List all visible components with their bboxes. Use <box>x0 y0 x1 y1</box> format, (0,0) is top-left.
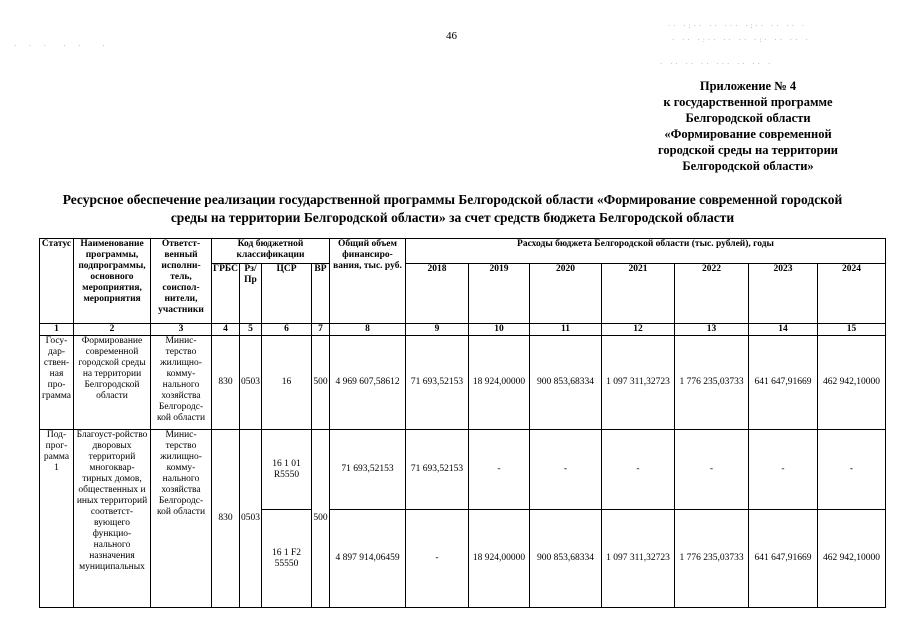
appendix-line: к государственной программе <box>663 95 833 109</box>
page-number: 46 <box>446 30 457 42</box>
row-rzpr: 0503 <box>240 336 262 430</box>
row-year-value: 18 924,00000 <box>469 336 530 430</box>
column-number: 6 <box>262 324 312 336</box>
appendix-line: Белгородской области» <box>682 159 814 173</box>
row-year-value: 641 647,91669 <box>749 510 818 608</box>
column-number: 11 <box>530 324 602 336</box>
table-row <box>40 430 886 510</box>
column-number: 14 <box>749 324 818 336</box>
header-responsible: Ответст-венный исполни-тель, соиспол-нители, участники <box>151 239 212 324</box>
row-status: Госу-дар-ствен-ная про-грамма <box>40 336 74 430</box>
row-vr: 500 <box>312 430 330 608</box>
document-title <box>20 191 885 227</box>
header-year: 2021 <box>602 264 675 324</box>
row-year-value: 462 942,10000 <box>818 336 886 430</box>
header-year: 2018 <box>406 264 469 324</box>
row-year-value: 71 693,52153 <box>406 430 469 510</box>
row-rzpr: 0503 <box>240 430 262 608</box>
column-number: 13 <box>675 324 749 336</box>
column-number: 15 <box>818 324 886 336</box>
row-year-value: - <box>406 510 469 608</box>
title-line: Ресурсное обеспечение реализации государственной программы Белгородской области «Формирование современной городской <box>62 192 843 207</box>
header-name: Наименование программы, подпрограммы, основного мероприятия, мероприятия <box>74 239 151 324</box>
column-number: 10 <box>469 324 530 336</box>
row-year-value: - <box>469 430 530 510</box>
column-number: 9 <box>406 324 469 336</box>
header-year: 2019 <box>469 264 530 324</box>
row-year-value: 71 693,52153 <box>406 336 469 430</box>
row-name: Благоуст-ройство дворовых территорий многоквар-тирных домов, общественных и иных территорий соответст-вующего функцио-нального назначения муниципальных <box>74 430 151 608</box>
scan-noise-top-left: · · · · · · <box>14 42 108 50</box>
header-year: 2020 <box>530 264 602 324</box>
row-year-value: 1 097 311,32723 <box>602 336 675 430</box>
header-vr: ВР <box>312 264 330 324</box>
row-year-value: 900 853,68334 <box>530 336 602 430</box>
row-csr: 16 1 F2 55550 <box>262 510 312 608</box>
column-number: 5 <box>240 324 262 336</box>
row-year-value: - <box>818 430 886 510</box>
row-year-value: 462 942,10000 <box>818 510 886 608</box>
row-grbs: 830 <box>212 430 240 608</box>
row-total: 4 969 607,58612 <box>330 336 406 430</box>
row-year-value: 1 776 235,03733 <box>675 510 749 608</box>
row-total: 4 897 914,06459 <box>330 510 406 608</box>
header-year: 2023 <box>749 264 818 324</box>
header-expenses: Расходы бюджета Белгородской области (тыс. рублей), годы <box>406 239 886 264</box>
row-status: Под-прог-рамма 1 <box>40 430 74 608</box>
header-year: 2022 <box>675 264 749 324</box>
row-responsible: Минис-терство жилищно-комму-нального хозяйства Белгородс-кой области <box>151 336 212 430</box>
table-row <box>40 336 886 430</box>
header-csr: ЦСР <box>262 264 312 324</box>
row-total: 71 693,52153 <box>330 430 406 510</box>
column-number: 1 <box>40 324 74 336</box>
appendix-line: городской среды на территории <box>658 143 838 157</box>
scan-noise-top-right-2: · ·· ·:·· ·· ·· ·:· ·· ·· · <box>672 36 811 44</box>
row-year-value: - <box>602 430 675 510</box>
appendix-line: «Формирование современной <box>664 127 832 141</box>
column-number: 7 <box>312 324 330 336</box>
row-grbs: 830 <box>212 336 240 430</box>
column-number: 12 <box>602 324 675 336</box>
row-year-value: 900 853,68334 <box>530 510 602 608</box>
header-grbs: ГРБС <box>212 264 240 324</box>
row-responsible: Минис-терство жилищно-комму-нального хозяйства Белгородс-кой области <box>151 430 212 608</box>
row-csr: 16 1 01 R5550 <box>262 430 312 510</box>
column-number: 2 <box>74 324 151 336</box>
header-status: Статус <box>40 239 74 324</box>
appendix-block <box>628 78 868 174</box>
header-budget-code: Код бюджетной классификации <box>212 239 330 264</box>
header-year: 2024 <box>818 264 886 324</box>
appendix-line: Приложение № 4 <box>699 79 797 93</box>
row-year-value: - <box>530 430 602 510</box>
column-number: 4 <box>212 324 240 336</box>
row-name: Формирование современной городской среды на территории Белгородской области <box>74 336 151 430</box>
row-year-value: - <box>675 430 749 510</box>
column-number: 3 <box>151 324 212 336</box>
row-csr: 16 <box>262 336 312 430</box>
scan-noise-top-right-3: · ·· ·· ·· ··· ·· ·· · <box>660 60 774 68</box>
scan-noise-top-right: ·· ·:·· ·· ··· ·:·· ·· ·· · <box>668 22 808 30</box>
column-number: 8 <box>330 324 406 336</box>
row-vr: 500 <box>312 336 330 430</box>
row-year-value: 1 776 235,03733 <box>675 336 749 430</box>
appendix-line: Белгородской области <box>685 111 811 125</box>
header-total: Общий объем финансиро-вания, тыс. руб. <box>330 239 406 324</box>
row-year-value: 1 097 311,32723 <box>602 510 675 608</box>
row-year-value: 641 647,91669 <box>749 336 818 430</box>
row-year-value: - <box>749 430 818 510</box>
resource-table <box>39 238 886 608</box>
header-rzpr: Рз/ Пр <box>240 264 262 324</box>
row-year-value: 18 924,00000 <box>469 510 530 608</box>
title-line: среды на территории Белгородской области» за счет средств бюджета Белгородской области <box>170 210 735 225</box>
